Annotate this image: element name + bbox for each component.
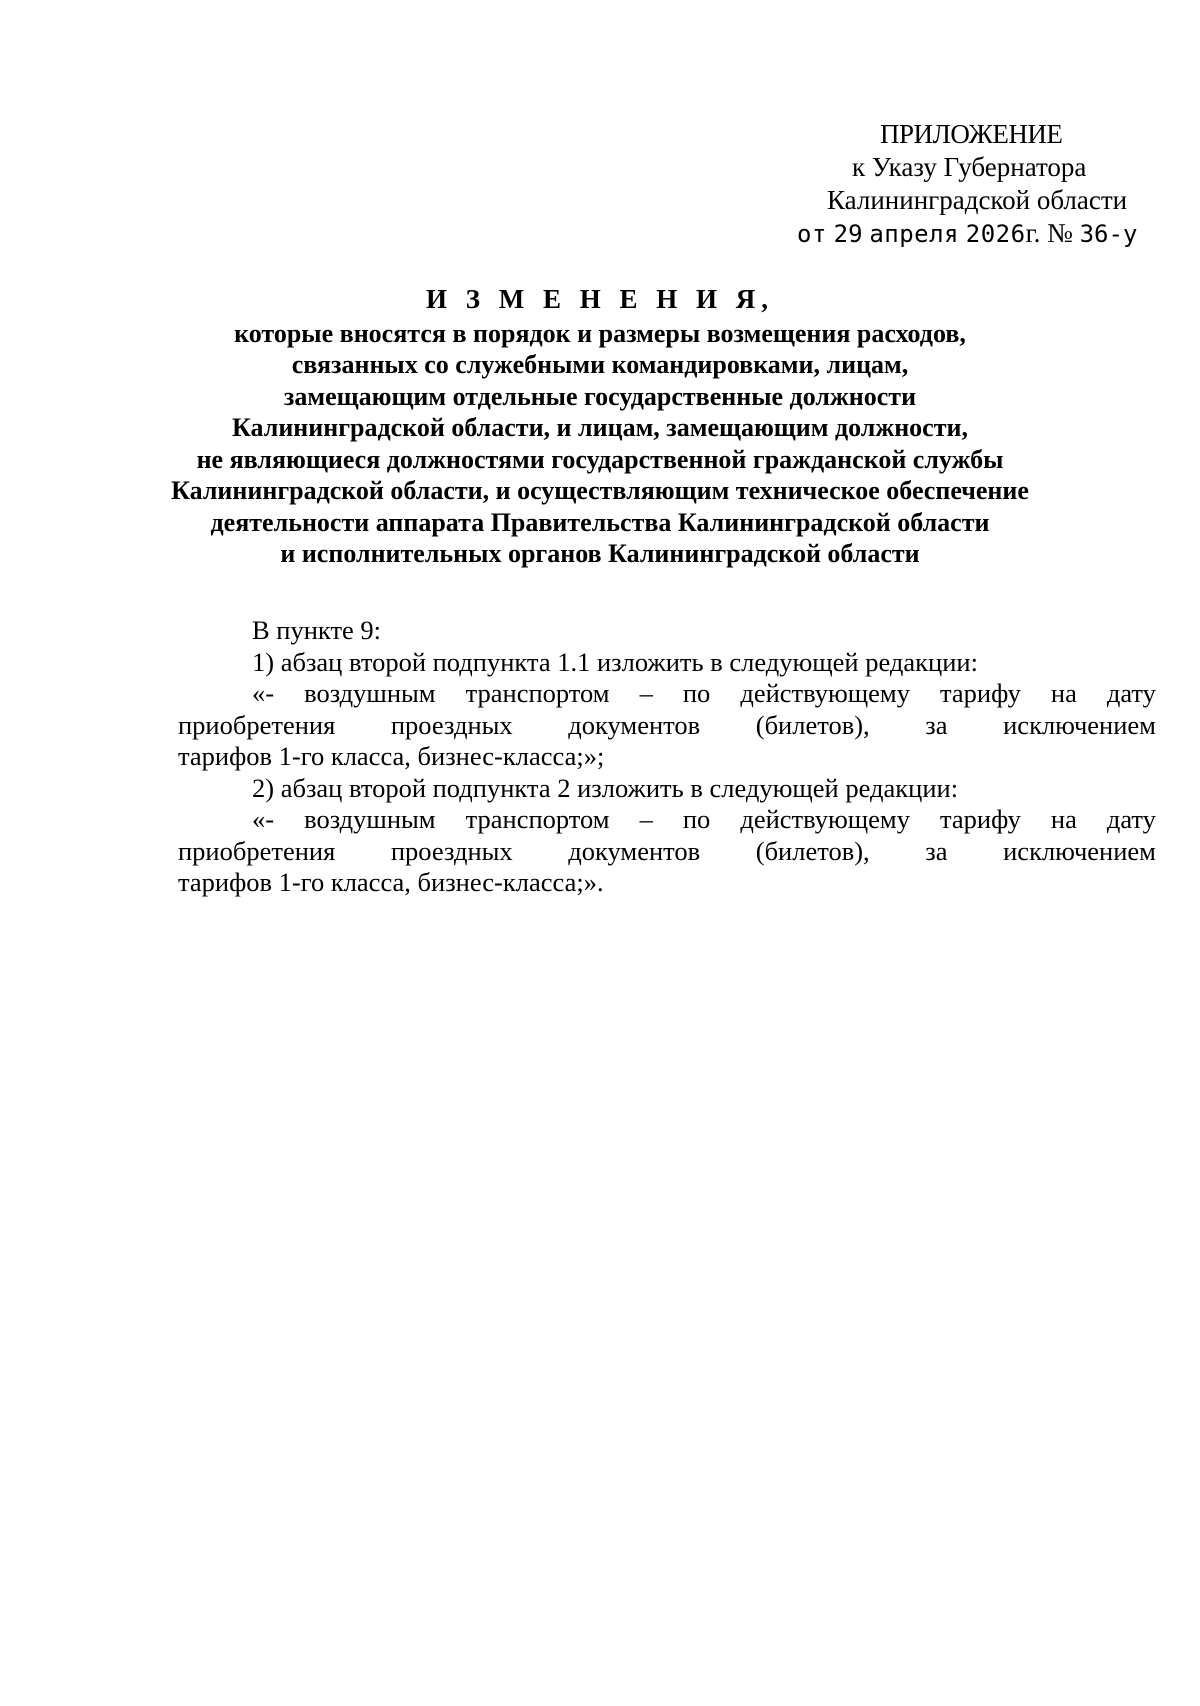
word: проездных — [390, 835, 513, 866]
title-line: и исполнительных органов Калининградской области — [280, 539, 920, 568]
title-line: которые вносятся в порядок и размеры возмещения расходов, — [234, 318, 966, 348]
word: тарифу — [940, 678, 1021, 708]
date-month: апреля — [869, 220, 960, 248]
word: (билетов), — [755, 709, 870, 740]
word: дату — [1106, 804, 1156, 834]
item2-quote-line3: тарифов 1-го класса, бизнес-класса;». — [178, 867, 604, 897]
title-line: Калининградской области, и лицам, замещающим должности, — [232, 413, 968, 442]
word: действующему — [740, 678, 910, 708]
word: тарифу — [940, 804, 1021, 834]
word: исключением — [1003, 709, 1156, 740]
document-title — [150, 284, 1050, 570]
word: – — [639, 678, 653, 708]
title-line: Калининградской области, и осуществляющим техническое обеспечение — [171, 476, 1029, 505]
item1-quote-line2 — [178, 710, 1156, 742]
title-line: деятельности аппарата Правительства Калининградской области — [210, 507, 990, 537]
title-line: не являющиеся должностями государственной гражданской службы — [196, 444, 1004, 474]
date-suffix: г. № — [1025, 218, 1073, 248]
word: за — [925, 835, 948, 866]
word: действующему — [740, 804, 910, 834]
word: транспортом — [465, 804, 610, 834]
word: за — [925, 709, 948, 740]
word: дату — [1106, 678, 1156, 708]
date-day: 29 — [833, 220, 863, 248]
item1-quote-line1 — [178, 678, 1156, 710]
word: воздушным — [304, 804, 436, 834]
word: на — [1050, 678, 1077, 708]
word: (билетов), — [755, 835, 870, 866]
item2-heading: 2) абзац второй подпункта 2 изложить в следующей редакции: — [252, 772, 959, 803]
decree-number: 36-у — [1079, 220, 1138, 248]
word: приобретения — [178, 709, 336, 740]
word: «- — [252, 678, 275, 708]
word: документов — [568, 709, 701, 740]
item1-quote-line3: тарифов 1-го класса, бизнес-класса;»; — [178, 741, 605, 771]
title-heading: И З М Е Н Е Н И Я, — [425, 284, 774, 314]
date-year: 2026 — [965, 220, 1026, 248]
word: транспортом — [465, 678, 610, 708]
word: проездных — [390, 709, 513, 740]
item2-quote-line2 — [178, 836, 1156, 868]
appendix-line-region: Калининградской области — [827, 185, 1128, 215]
body-intro: В пункте 9: — [252, 615, 382, 645]
word: воздушным — [304, 678, 436, 708]
title-line: связанных со служебными командировками, лицам, — [291, 350, 909, 379]
word: – — [639, 804, 653, 834]
appendix-date-line — [797, 217, 1190, 251]
word: документов — [568, 835, 701, 866]
word: на — [1050, 804, 1077, 834]
word: приобретения — [178, 835, 336, 866]
word: «- — [252, 804, 275, 834]
word: по — [682, 804, 711, 834]
document-body — [178, 615, 1156, 899]
appendix-title: ПРИЛОЖЕНИЕ — [880, 119, 1063, 149]
appendix-line-decree: к Указу Губернатора — [852, 152, 1087, 182]
appendix-block — [760, 118, 1190, 251]
word: по — [682, 678, 711, 708]
title-line: замещающим отдельные государственные должности — [283, 381, 917, 411]
date-prefix: от — [797, 220, 827, 248]
item2-quote-line1 — [178, 804, 1156, 836]
item1-heading: 1) абзац второй подпункта 1.1 изложить в следующей редакции: — [252, 646, 978, 677]
word: исключением — [1003, 835, 1156, 866]
